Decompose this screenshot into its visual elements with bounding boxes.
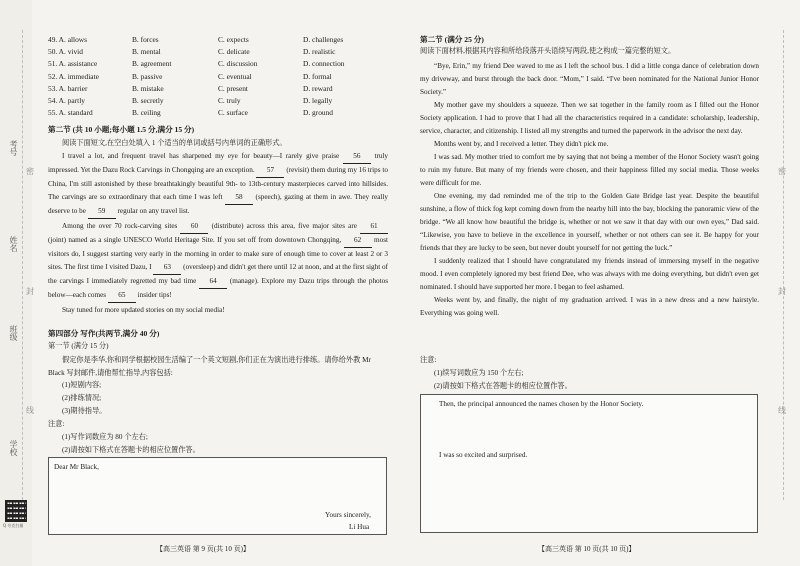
cloze-paragraph-2 (48, 220, 388, 303)
option-row (48, 58, 408, 70)
option-d: D. challenges (303, 35, 344, 44)
option-d: D. reward (303, 83, 333, 93)
cloze-passage (48, 150, 388, 317)
blank-61[interactable]: 61 (360, 220, 388, 234)
option-c: C. truly (218, 95, 241, 105)
blank-65[interactable]: 65 (108, 289, 136, 303)
section-2-instructions: 阅读下面短文,在空白处填入 1 个适当的单词或括号内单词的正确形式。 (62, 139, 287, 147)
option-row (48, 71, 408, 83)
text: (distribute) across this area, five major sites are (211, 222, 357, 230)
text: truly impressed. Yet the Dazu Rock Carvings in Chongqing are an exception. (48, 152, 389, 174)
note-2: (2)请按如下格式在答题卡的相应位置作答。 (434, 382, 572, 390)
option-a: 51. A. assistance (48, 59, 98, 69)
exam-number-label: 考号 (9, 140, 18, 156)
options-table (48, 34, 408, 119)
option-c: C. discussion (218, 59, 258, 69)
text: most visitors do, I suggest starting very early in the morning in order to make sure of enough time to cover at least 2 or 3 sites. The first time I visited Dazu, I (48, 236, 389, 271)
story-paragraph: I suddenly realized that I should have congratulated my friends instead of immersing myself in the negative mood. I even completely ignored my best friend Dee, who was always with me doing everything, but didn't even get nominated. I should have supported her more. I began to feel ashamed. (420, 257, 759, 291)
option-row (48, 83, 408, 95)
option-b: B. ceiling (132, 108, 161, 118)
seal-mark-feng-right: 封 (778, 287, 786, 296)
option-c: C. surface (218, 108, 248, 118)
text: Among the over 70 rock-carving sites (62, 222, 178, 230)
blank-58[interactable]: 58 (225, 191, 253, 205)
blank-56[interactable]: 56 (343, 150, 371, 164)
class-label: 班级 (9, 325, 18, 341)
option-row (48, 46, 408, 58)
cloze-paragraph-1 (48, 150, 388, 219)
option-b: B. passive (132, 71, 163, 81)
qr-code (5, 500, 27, 522)
option-b: B. agreement (132, 59, 172, 69)
option-c: C. eventual (218, 71, 252, 81)
continuation-section-title: 第二节 (满分 25 分) (420, 35, 484, 44)
option-c: C. expects (218, 35, 249, 44)
seal-line-left (22, 30, 23, 500)
option-a: 49. A. allows (48, 35, 88, 44)
qr-caption: Q 夸克扫描 (3, 523, 24, 528)
text: (manage). Explore my Dazu trips through the photos below—each comes (48, 277, 389, 299)
story-paragraph: I was sad. My mother tried to comfort me by saying that not being a member of the Honor Society wasn't going to ruin my future. But many of my friends were chosen, and their happiness filled my social media. Those weeks were difficult for me. (420, 153, 759, 187)
page-10 (420, 0, 760, 566)
text: (oversleep) and didn't get there until 12 at noon, and at the first sight of the carvings I immediately regretted my bad time (48, 263, 389, 285)
option-c: C. present (218, 83, 248, 93)
seal-mark-mi-right: 密 (778, 167, 786, 176)
part-4-title: 第四部分 写作(共两节,满分 40 分) (48, 329, 160, 338)
option-d: D. realistic (303, 47, 336, 57)
option-a: 54. A. partly (48, 95, 85, 105)
seal-line-right (783, 30, 784, 500)
paragraph-1-opening: Then, the principal announced the names chosen by the Honor Society. (439, 400, 644, 408)
text: regular on any travel list. (117, 207, 190, 215)
paragraph-2-opening: I was so excited and surprised. (439, 451, 528, 459)
section-2-title: 第二节 (共 10 小题;每小题 1.5 分,满分 15 分) (48, 125, 195, 134)
seal-mark-xian: 线 (26, 406, 34, 415)
seal-mark-feng: 封 (26, 287, 34, 296)
page-footer: 【高三英语 第 9 页(共 10 页)】 (156, 545, 250, 553)
reading-passage (420, 60, 759, 320)
blank-63[interactable]: 63 (153, 261, 181, 275)
blank-57[interactable]: 57 (256, 164, 284, 178)
option-d: D. formal (303, 71, 332, 81)
notes-label: 注意: (48, 420, 65, 428)
text: (speech), gazing at them in awe. They really deserve to be (48, 193, 389, 215)
blank-62[interactable]: 62 (344, 234, 372, 248)
letter-greeting: Dear Mr Black, (54, 463, 99, 471)
blank-60[interactable]: 60 (180, 220, 208, 234)
seal-mark-mi: 密 (26, 167, 34, 176)
option-a: 52. A. immediate (48, 71, 99, 81)
story-paragraph: One evening, my dad reminded me of the trip to the Golden Gate Bridge last year. Despite the beautiful sunshine, a flow of thick fog kept coming down from the nearby hill into the bay, blocking the panoramic view of the bridge. “We all know how beautiful the bridge is, whether or not we saw it that day with our own eyes,” Dad said. “Likewise, you have to believe in the excellence in yourself, whether or not others can see it. Be happy for your friends that they are lucky to be seen, but never doubt yourself for not getting the luck.” (420, 192, 759, 252)
story-paragraph: My mother gave my shoulders a squeeze. Then we sat together in the family room as I filled out the Honor Society application. I had to prove that I had all the characteristics required in a candidate: scholarship, leadership, service, character, and citizenship. I listed all my strengths and turned the paperwork in the advisor the next day. (420, 101, 759, 135)
option-b: B. mistake (132, 83, 164, 93)
blank-64[interactable]: 64 (199, 275, 227, 289)
continuation-answer-box[interactable] (420, 394, 758, 533)
notes-label: 注意: (420, 356, 437, 364)
task-point-1: (1)短剧内容; (62, 381, 102, 389)
option-d: D. legally (303, 95, 333, 105)
story-paragraph: “Bye, Erin,” my friend Dee waved to me as I left the school bus. I did a little conga dance of celebration down my driveway, and burst through the back door. “Mom,” I said. “I've been nominated for the National Junior Honor Society.” (420, 62, 759, 96)
writing-section-1-title: 第一节 (满分 15 分) (48, 342, 109, 350)
letter-answer-box[interactable] (48, 457, 387, 535)
text: (joint) named as a single UNESCO World Heritage Site. If you set off from downtown Chongqing, (48, 236, 342, 244)
name-label: 姓名 (9, 236, 18, 252)
option-a: 55. A. standard (48, 108, 93, 118)
option-row (48, 95, 408, 107)
option-b: B. secretly (132, 95, 164, 105)
writing-task: 假定你是李华,你和同学根据校园生活编了一个英文短剧,你们正在为演出进行排练。请你给外教 Mr Black 写封邮件,请他帮忙指导,内容包括: (48, 356, 371, 377)
note-1: (1)写作词数应为 80 个左右; (62, 433, 148, 441)
option-row (48, 107, 408, 119)
option-b: B. forces (132, 35, 159, 44)
binding-margin (0, 0, 32, 566)
seal-mark-xian-right: 线 (778, 406, 786, 415)
option-c: C. delicate (218, 47, 250, 57)
note-2: (2)请按如下格式在答题卡的相应位置作答。 (62, 446, 200, 454)
task-point-2: (2)排练情况; (62, 394, 102, 402)
continuation-instructions: 阅读下面材料,根据其内容和所给段落开头语续写两段,使之构成一篇完整的短文。 (420, 47, 676, 55)
option-a: 53. A. barrier (48, 83, 88, 93)
task-point-3: (3)期待指导。 (62, 407, 107, 415)
note-1: (1)续写词数应为 150 个左右; (434, 369, 524, 377)
option-b: B. mental (132, 47, 161, 57)
text: (revisit) them during my 16 trips to China, I'm still astonished by these breathtakingly beautiful 9th- to 13th-century masterpieces carved into hillsides. The carvings are so extraordinary that each time I was left (48, 166, 388, 201)
cloze-paragraph-3: Stay tuned for more updated stories on my social media! (62, 306, 225, 314)
page-9 (48, 0, 398, 566)
option-d: D. connection (303, 59, 345, 69)
letter-signature: Li Hua (349, 523, 370, 531)
text: I travel a lot, and frequent travel has sharpened my eye for beauty—I rarely give praise (62, 152, 340, 160)
option-a: 50. A. vivid (48, 47, 83, 57)
option-d: D. ground (303, 108, 333, 118)
school-label: 学校 (9, 440, 18, 456)
story-paragraph: Weeks went by, and finally, the night of my graduation arrived. I was in a new dress and a new hairstyle. Everything was going well. (420, 296, 759, 317)
text: insider tips! (137, 291, 172, 299)
page-footer: 【高三英语 第 10 页(共 10 页)】 (538, 545, 636, 553)
option-row (48, 34, 408, 46)
story-paragraph: Months went by, and I received a letter. They didn't pick me. (434, 140, 609, 148)
blank-59[interactable]: 59 (88, 205, 116, 219)
letter-closing: Yours sincerely, (325, 511, 371, 519)
